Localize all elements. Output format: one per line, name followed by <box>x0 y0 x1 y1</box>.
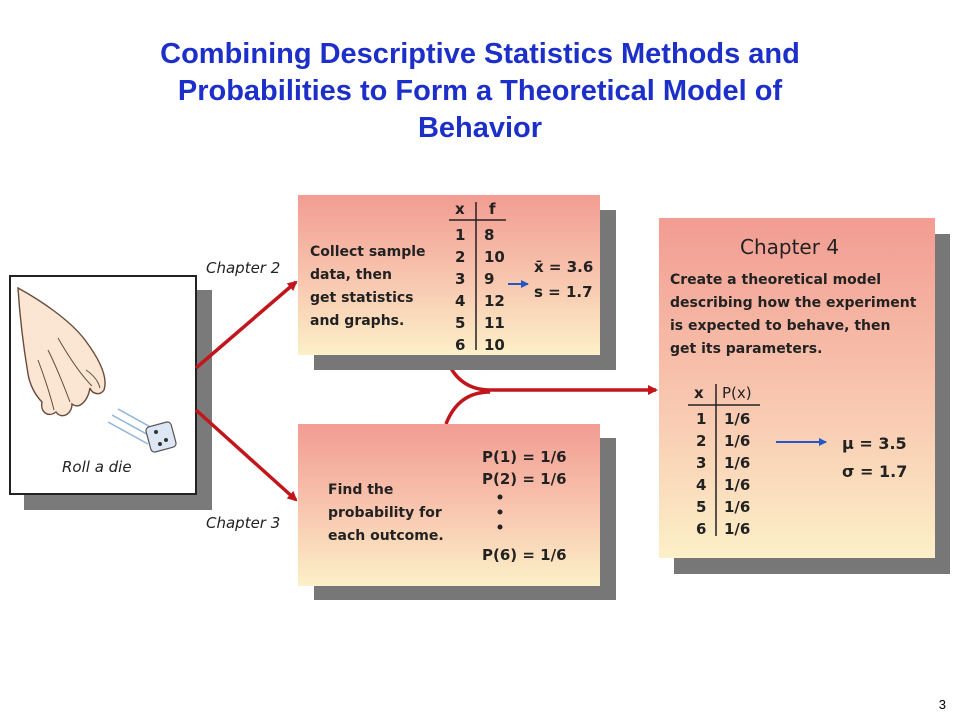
table-cell: 1/6 <box>724 454 751 472</box>
table-cell: 2 <box>455 248 466 266</box>
chapter2-text-line: data, then <box>310 267 392 283</box>
chapter2-text-line: and graphs. <box>310 313 405 329</box>
chapter2-arrow-label: Chapter 2 <box>206 259 281 277</box>
table-cell: 9 <box>484 270 495 288</box>
table-cell: 1/6 <box>724 476 751 494</box>
table-cell: 1/6 <box>724 410 751 428</box>
roll-die-caption: Roll a die <box>62 458 132 476</box>
chapter2-text-line: get statistics <box>310 290 414 306</box>
table-cell: 11 <box>484 314 505 332</box>
chapter2-text-line: Collect sample <box>310 244 426 260</box>
table-cell: 12 <box>484 292 505 310</box>
chapter4-panel <box>659 218 950 574</box>
table-cell: 3 <box>455 270 466 288</box>
table-cell: 5 <box>696 498 707 516</box>
table-cell: 1 <box>455 226 466 244</box>
table-cell: 10 <box>484 336 505 354</box>
table-cell: 6 <box>455 336 466 354</box>
probability-line: P(1) = 1/6 <box>482 448 567 466</box>
table-cell: 1 <box>696 410 707 428</box>
table-cell: 3 <box>696 454 707 472</box>
chapter3-text-line: probability for <box>328 505 442 521</box>
table-header: x <box>455 200 465 218</box>
table-header: f <box>489 200 496 218</box>
table-cell: 1/6 <box>724 520 751 538</box>
page-title: Combining Descriptive Statistics Methods and Probabilities to Form a Theoretical Model of Behavior <box>160 38 800 144</box>
chapter3-panel <box>298 424 616 600</box>
population-std-dev: σ = 1.7 <box>842 462 908 481</box>
chapter3-arrow-label: Chapter 3 <box>206 514 281 532</box>
table-cell: 8 <box>484 226 495 244</box>
population-mean: μ = 3.5 <box>842 434 907 453</box>
table-cell: 10 <box>484 248 505 266</box>
chapter3-text-line: each outcome. <box>328 528 444 544</box>
page-number: 3 <box>938 697 946 712</box>
probability-line: P(6) = 1/6 <box>482 546 567 564</box>
table-header: x <box>694 384 704 402</box>
table-cell: 6 <box>696 520 707 538</box>
probability-line: P(2) = 1/6 <box>482 470 567 488</box>
table-header: P(x) <box>722 384 752 402</box>
table-cell: 2 <box>696 432 707 450</box>
table-cell: 5 <box>455 314 466 332</box>
chapter4-text-line: get its parameters. <box>670 341 823 357</box>
table-cell: 1/6 <box>724 432 751 450</box>
chapter3-text-line: Find the <box>328 482 394 498</box>
chapter4-text-line: is expected to behave, then <box>670 318 891 334</box>
chapter4-text-line: describing how the experiment <box>670 295 917 311</box>
table-cell: 1/6 <box>724 498 751 516</box>
table-cell: 4 <box>455 292 466 310</box>
table-cell: 4 <box>696 476 707 494</box>
sample-mean: x̄ = 3.6 <box>534 258 594 276</box>
chapter4-heading: Chapter 4 <box>740 235 840 259</box>
chapter2-panel <box>298 195 616 370</box>
roll-die-panel <box>10 276 212 510</box>
chapter4-text-line: Create a theoretical model <box>670 272 882 288</box>
sample-std-dev: s = 1.7 <box>534 283 593 301</box>
